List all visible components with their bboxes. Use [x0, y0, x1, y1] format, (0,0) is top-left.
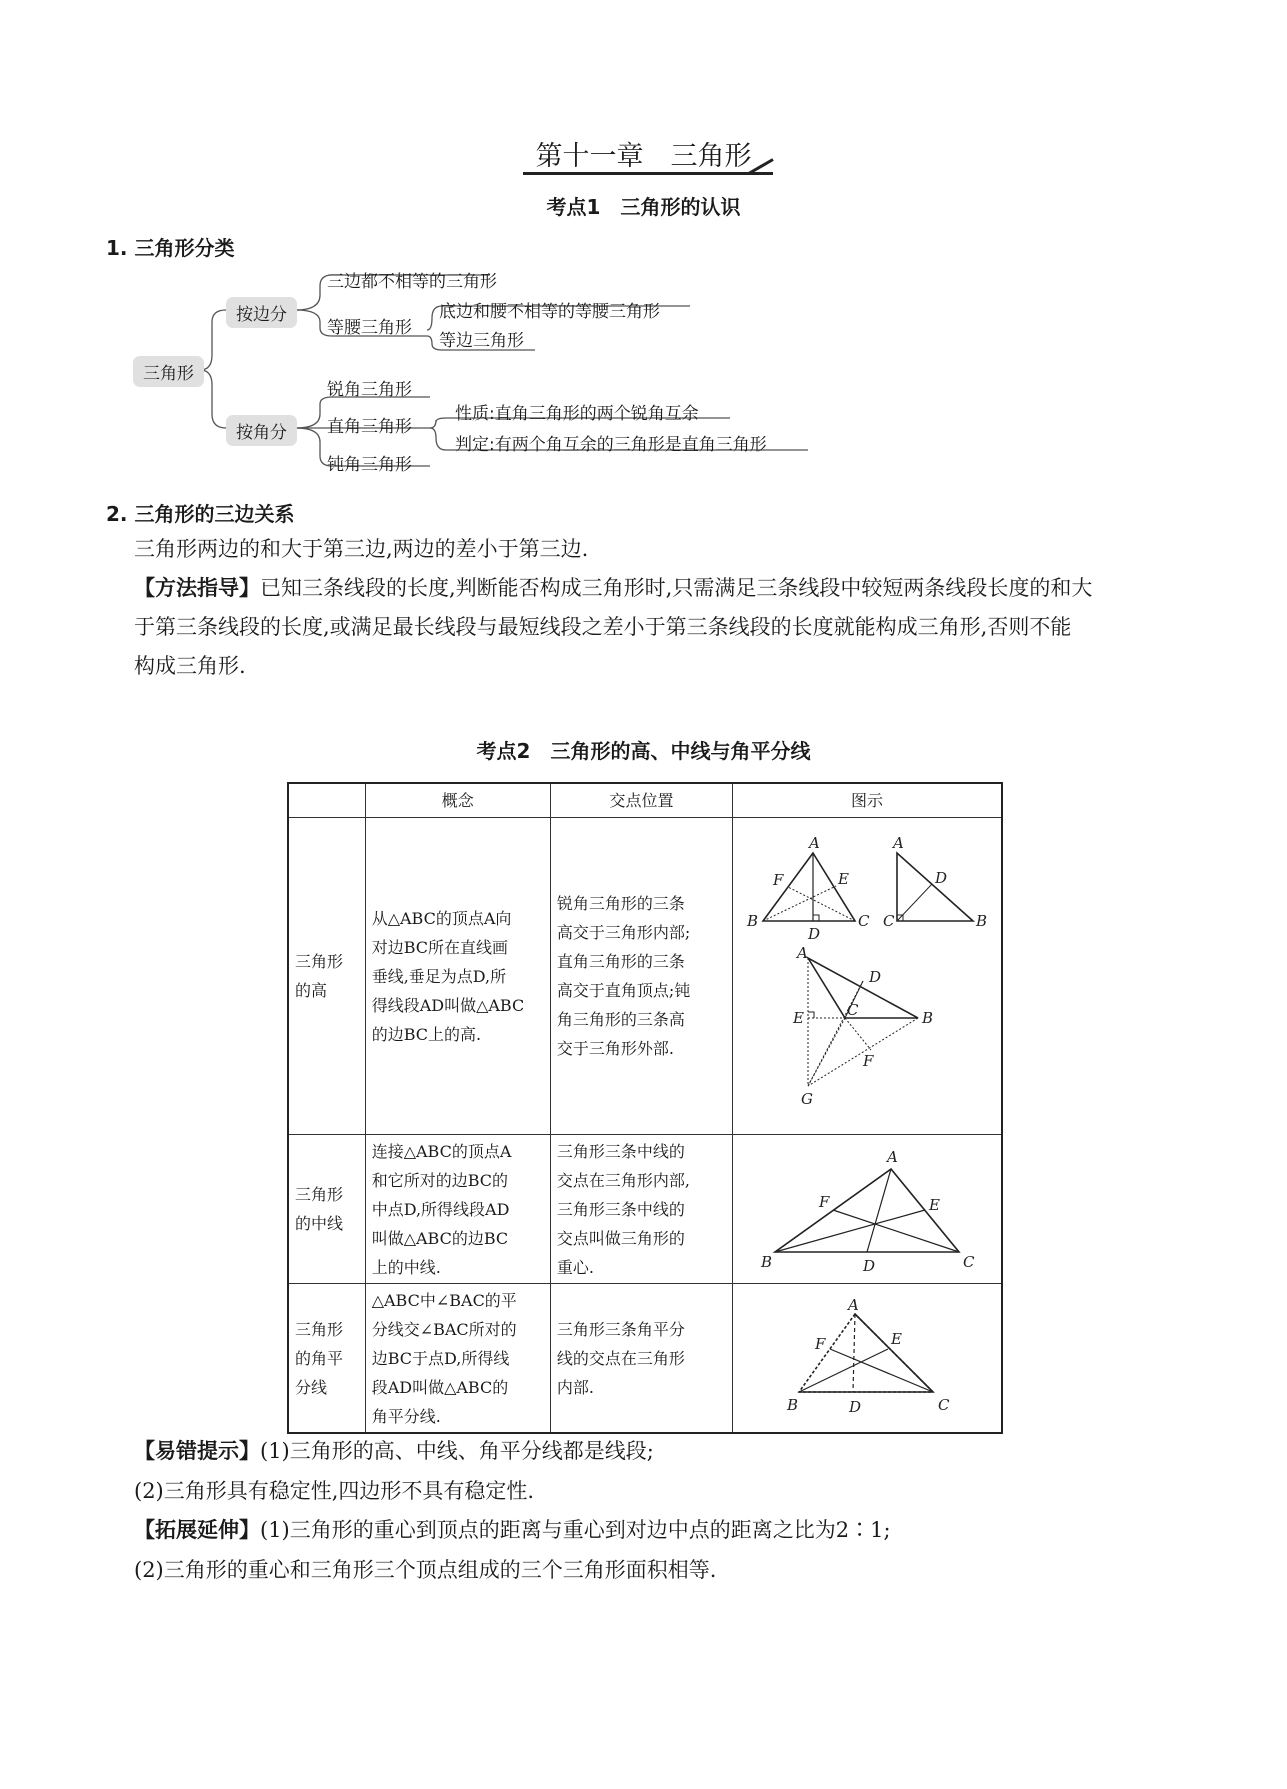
svg-text:A: A: [887, 1148, 898, 1166]
row-intersection-bisector: 三角形三条角平分 线的交点在三角形 内部.: [550, 1284, 732, 1434]
tree-isosceles-non-equilateral: 底边和腰不相等的等腰三角形: [439, 302, 660, 322]
tree-right: 直角三角形: [327, 417, 412, 437]
row-name-altitude: 三角形 的高: [288, 818, 365, 1135]
row-intersection-altitude: 锐角三角形的三条 高交于三角形内部; 直角三角形的三条 高交于直角顶点;钝 角三角形的三条高 交于三角形外部.: [550, 818, 732, 1135]
row-intersection-median: 三角形三条中线的 交点在三角形内部, 三角形三条中线的 交点叫做三角形的 重心.: [550, 1135, 732, 1284]
svg-text:A: A: [848, 1296, 859, 1314]
table-row: [288, 1135, 1002, 1284]
svg-text:G: G: [801, 1090, 813, 1108]
error-note-1: 【易错提示】(1)三角形的高、中线、角平分线都是线段;: [134, 1439, 654, 1463]
extension-note-tag: 【拓展延伸】: [134, 1518, 260, 1542]
svg-text:D: D: [849, 1398, 862, 1416]
table-row: [288, 818, 1002, 1135]
svg-text:A: A: [809, 834, 820, 852]
tree-scalene: 三边都不相等的三角形: [327, 272, 497, 292]
tree-by-angle: 按角分: [226, 415, 297, 446]
header-empty: [288, 783, 365, 818]
section1-title: 1. 三角形分类: [106, 236, 235, 260]
header-figure: 图示: [733, 783, 1003, 818]
row-concept-median: 连接△ABC的顶点A 和它所对的边BC的 中点D,所得线段AD 叫做△ABC的边BC 上的中线.: [365, 1135, 550, 1284]
lines-table: [287, 782, 1003, 1434]
row-figure-median: [733, 1135, 1003, 1284]
svg-text:D: D: [863, 1257, 876, 1275]
method-guide-line3: 构成三角形.: [134, 654, 246, 678]
method-guide-tag: 【方法指导】: [134, 576, 260, 600]
median-figure: [733, 1135, 1001, 1283]
svg-text:F: F: [863, 1052, 874, 1070]
svg-text:A: A: [797, 944, 808, 962]
row-concept-altitude: 从△ABC的顶点A向 对边BC所在直线画 垂线,垂足为点D,所 得线段AD叫做△ABC 的边BC上的高.: [365, 818, 550, 1135]
extension-note-1: 【拓展延伸】(1)三角形的重心到顶点的距离与重心到对边中点的距离之比为2∶1;: [134, 1518, 891, 1542]
row-concept-bisector: △ABC中∠BAC的平 分线交∠BAC所对的 边BC于点D,所得线 段AD叫做△ABC的 角平分线.: [365, 1284, 550, 1434]
svg-text:B: B: [747, 912, 759, 930]
altitude-figures: [733, 818, 1001, 1134]
kaodian2-title: 考点2 三角形的高、中线与角平分线: [476, 739, 811, 763]
bisector-figure: [733, 1284, 1001, 1432]
svg-text:F: F: [819, 1193, 830, 1211]
svg-text:B: B: [787, 1396, 799, 1414]
header-concept: 概念: [365, 783, 550, 818]
method-guide-line2: 于第三条线段的长度,或满足最长线段与最短线段之差小于第三条线段的长度就能构成三角形,否则不能: [134, 615, 1072, 639]
svg-text:F: F: [773, 871, 784, 889]
svg-text:E: E: [891, 1330, 902, 1348]
svg-text:D: D: [869, 968, 882, 986]
right-triangle: [897, 853, 973, 921]
tree-isosceles: 等腰三角形: [327, 318, 412, 338]
obtuse-triangle: [808, 958, 918, 1018]
svg-text:B: B: [761, 1253, 773, 1271]
svg-text:A: A: [893, 834, 904, 852]
table-row: [288, 1284, 1002, 1434]
svg-text:C: C: [858, 912, 870, 930]
extension-note-2: (2)三角形的重心和三角形三个顶点组成的三个三角形面积相等.: [134, 1558, 717, 1582]
method-guide-line1: 【方法指导】已知三条线段的长度,判断能否构成三角形时,只需满足三条线段中较短两条线段长度的和大: [134, 576, 1093, 600]
tree-root: 三角形: [133, 356, 204, 387]
header-intersection: 交点位置: [550, 783, 732, 818]
triangle-inequality-statement: 三角形两边的和大于第三边,两边的差小于第三边.: [134, 537, 589, 561]
svg-text:B: B: [976, 912, 988, 930]
tree-acute: 锐角三角形: [327, 380, 412, 400]
chapter-title: 第十一章 三角形: [535, 141, 752, 172]
section2-title: 2. 三角形的三边关系: [106, 502, 295, 526]
svg-text:C: C: [938, 1396, 950, 1414]
svg-text:D: D: [935, 869, 948, 887]
svg-text:B: B: [922, 1009, 934, 1027]
tree-right-criterion: 判定:有两个角互余的三角形是直角三角形: [455, 435, 767, 455]
svg-text:C: C: [963, 1253, 975, 1271]
svg-text:F: F: [815, 1335, 826, 1353]
kaodian1-title: 考点1 三角形的认识: [546, 195, 741, 219]
tree-equilateral: 等边三角形: [439, 331, 524, 351]
tree-by-side: 按边分: [226, 297, 297, 328]
svg-text:C: C: [847, 1001, 859, 1019]
row-figure-altitude: [733, 818, 1003, 1135]
svg-text:E: E: [929, 1196, 940, 1214]
error-note-2: (2)三角形具有稳定性,四边形不具有稳定性.: [134, 1479, 535, 1503]
row-name-bisector: 三角形 的角平 分线: [288, 1284, 365, 1434]
tree-obtuse: 钝角三角形: [327, 455, 412, 475]
row-figure-bisector: [733, 1284, 1003, 1434]
svg-text:E: E: [793, 1009, 804, 1027]
table-header-row: [288, 783, 1002, 818]
tree-right-property: 性质:直角三角形的两个锐角互余: [455, 404, 699, 424]
svg-text:D: D: [808, 925, 821, 943]
row-name-median: 三角形 的中线: [288, 1135, 365, 1284]
error-note-tag: 【易错提示】: [134, 1439, 260, 1463]
svg-text:E: E: [838, 870, 849, 888]
svg-text:C: C: [883, 912, 895, 930]
